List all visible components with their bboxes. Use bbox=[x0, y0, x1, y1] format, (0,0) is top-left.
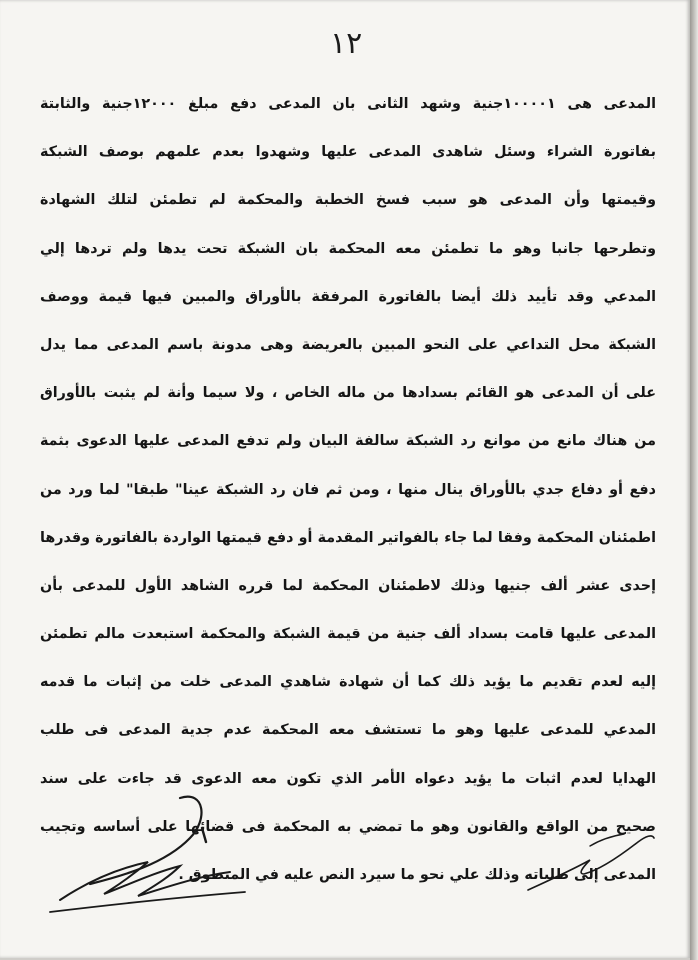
text-line: صحيح من الواقع والقانون وهو ما تمضي به المحكمة فى قضائها على أساسه وتجيب bbox=[40, 818, 656, 835]
text-line: المدعى عليها قامت بسداد ألف جنية من قيمة الشبكة والمحكمة استبعدت مالم تطمئن bbox=[40, 626, 656, 643]
text-line: الشبكة محل التداعي على النحو المبين بالعريضة وهى مدونة باسم المدعى مما يدل bbox=[40, 336, 656, 353]
text-line: وقيمتها وأن المدعى هو سبب فسخ الخطبة والمحكمة لم تطمئن لتلك الشهادة bbox=[40, 192, 656, 209]
text-line: الهدايا لعدم اثبات ما يؤيد دعواه الأمر الذي تكون معه الدعوى قد جاءت على سند bbox=[40, 770, 656, 787]
text-line: دفع أو دفاع جدي بالأوراق ينال منها ، ومن ثم فان رد الشبكة عينا" طبقا" لما ورد من bbox=[40, 481, 656, 498]
text-line: إليه لعدم تقديم ما يؤيد ذلك كما أن شهادة شاهدي المدعى خلت من إثبات ما قدمه bbox=[40, 674, 656, 691]
paper-edge bbox=[690, 0, 698, 960]
text-line: وتطرحها جانبا وهو ما تطمئن معه المحكمة بان الشبكة تحت يدها ولم تردها إلي bbox=[40, 240, 656, 257]
text-line: إحدى عشر ألف جنيها وذلك لاطمئنان المحكمة لما قرره الشاهد الأول للمدعى بأن bbox=[40, 577, 656, 594]
page-number: ١٢ bbox=[330, 26, 363, 61]
signature-right bbox=[520, 820, 660, 900]
signature-left bbox=[30, 780, 260, 930]
text-line: من هناك مانع من موانع رد الشبكة سالفة البيان ولم تدفع المدعى عليها الدعوى بثمة bbox=[40, 433, 656, 450]
text-line: المدعي للمدعى عليها وهو ما تستشف معه المحكمة عدم جدية المدعى فى طلب bbox=[40, 722, 656, 739]
text-line: المدعي وقد تأييد ذلك أيضا بالفاتورة المرفقة بالأوراق والمبين فيها قيمة ووصف bbox=[40, 288, 656, 305]
text-line: المدعى هى ١٠٠٠٠١جنية وشهد الثانى بان المدعى دفع مبلغ ١٢٠٠٠جنية والثابتة bbox=[40, 96, 656, 112]
text-line: اطمئنان المحكمة وفقا لما جاء بالفواتير المقدمة أو دفع قيمتها الواردة بالفاتورة وقدرها bbox=[40, 529, 656, 546]
text-line: المدعى إلى طلباته وذلك علي نحو ما سيرد النص عليه في المنطوق . bbox=[178, 867, 656, 883]
text-line: بفاتورة الشراء وسئل شاهدى المدعى عليها وشهدوا بعدم علمهم بوصف الشبكة bbox=[40, 144, 656, 161]
judgment-text bbox=[40, 80, 656, 899]
text-line: على أن المدعى هو القائم بسدادها من ماله الخاص ، ولا سيما وأنة لم يثبت بالأوراق bbox=[40, 385, 656, 402]
